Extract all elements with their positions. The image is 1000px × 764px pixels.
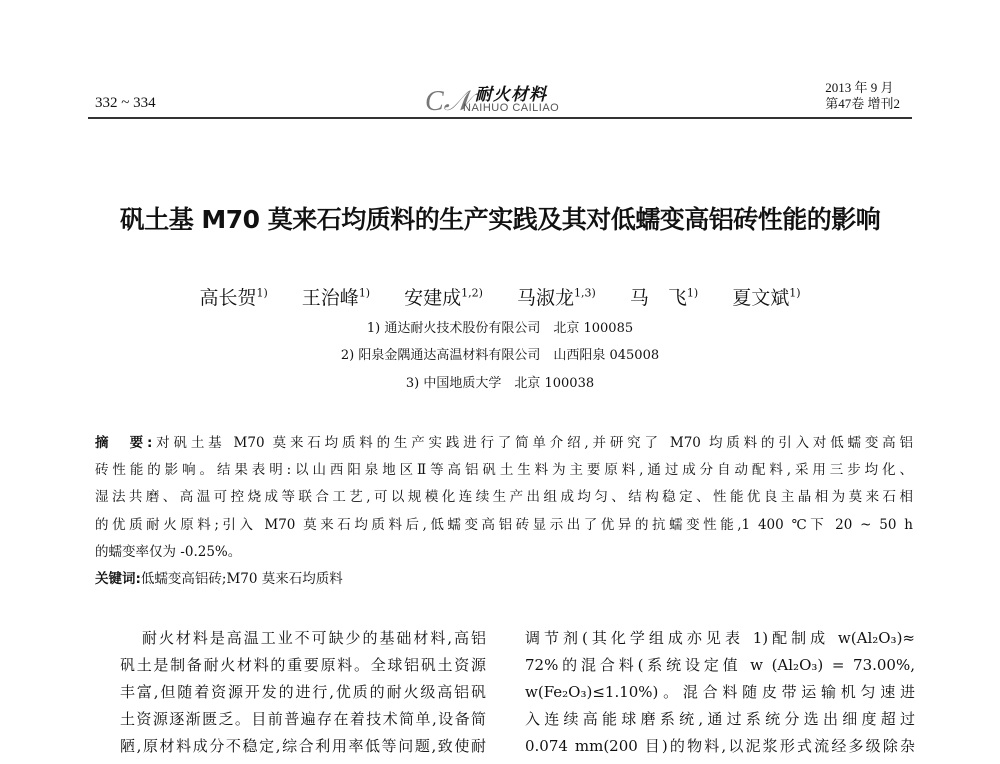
page-range: 332 ~ 334 <box>95 95 156 111</box>
body-line: 土资源逐渐匮乏。目前普遍存在着技术简单,设备简 <box>120 710 486 728</box>
body-line: 调节剂(其化学组成亦见表 1)配制成 w(Al₂O₃)≈ <box>525 629 915 647</box>
journal-name-en: NAIHUO CAILIAO <box>463 102 560 114</box>
author-list <box>0 283 1000 310</box>
abstract-label: 摘 要: <box>95 435 153 451</box>
keywords-text: 低蠕变高铝砖;M70 莫来石均质料 <box>140 571 343 587</box>
author: 高长贺$^{1)}$ <box>199 286 268 309</box>
issue-info <box>825 80 900 112</box>
body-line: 丰富,但随着资源开发的进行,优质的耐火级高铝矾 <box>120 683 486 701</box>
author: 安建成$^{1,2)}$ <box>404 286 483 309</box>
body-line: 入连续高能球磨系统,通过系统分选出细度超过 <box>525 710 915 728</box>
affiliation: 2) 阳泉金隅通达高温材料有限公司 山西阳泉 045008 <box>340 348 660 363</box>
abstract-line: 摘 要:对矾土基 M70 莫来石均质料的生产实践进行了简单介绍,并研究了 M70 均质料的引入对低蠕变高铝 <box>95 435 913 451</box>
logo-mark-icon: C𝒩 <box>425 86 471 117</box>
paper-title: 矾土基 M70 莫来石均质料的生产实践及其对低蠕变高铝砖性能的影响 <box>119 205 881 234</box>
affiliation: 1) 通达耐火技术股份有限公司 北京 100085 <box>366 321 634 336</box>
abstract-line: 湿法共磨、高温可控烧成等联合工艺,可以规模化连续生产出组成均匀、结构稳定、性能优良主晶相为莫来石相 <box>95 489 913 505</box>
body-line: 0.074 mm(200 目)的物料,以泥浆形式流经多级除杂 <box>525 737 915 755</box>
abstract-line: 的优质耐火原料;引入 M70 莫来石均质料后,低蠕变高铝砖显示出了优异的抗蠕变性能,1 400 ℃下 20 ~ 50 h <box>95 517 913 533</box>
body-line: 耐火材料是高温工业不可缺少的基础材料,高铝 <box>142 629 486 647</box>
body-line: 陋,原材料成分不稳定,综合利用率低等问题,致使耐 <box>120 737 486 755</box>
abstract-line: 的蠕变率仅为 -0.25%。 <box>95 544 242 560</box>
keywords-label: 关键词: <box>95 571 141 587</box>
issue-volume: 第47卷 增刊2 <box>825 96 900 111</box>
body-line: 矾土是制备耐火材料的重要原料。全球铝矾土资源 <box>120 656 486 674</box>
author: 夏文斌$^{1)}$ <box>732 286 801 309</box>
body-line: w(Fe₂O₃)≤1.10%)。混合料随皮带运输机匀速进 <box>525 683 915 701</box>
author: 马淑龙$^{1,3)}$ <box>517 286 596 309</box>
affiliation: 3) 中国地质大学 北京 100038 <box>405 376 595 391</box>
keywords <box>95 567 913 587</box>
header-rule <box>88 117 912 119</box>
author: 王治峰$^{1)}$ <box>301 286 371 309</box>
abstract-line: 砖性能的影响。结果表明:以山西阳泉地区Ⅱ等高铝矾土生料为主要原料,通过成分自动配料,采用三步均化、 <box>95 462 913 478</box>
journal-logo <box>425 80 605 116</box>
body-line: 72%的混合料(系统设定值 w (Al₂O₃) = 73.00%, <box>525 656 915 674</box>
issue-date: 2013 年 9 月 <box>825 80 894 95</box>
journal-name-cn: 耐火材料 <box>475 85 547 105</box>
author: 马 飞$^{1)}$ <box>629 286 699 309</box>
